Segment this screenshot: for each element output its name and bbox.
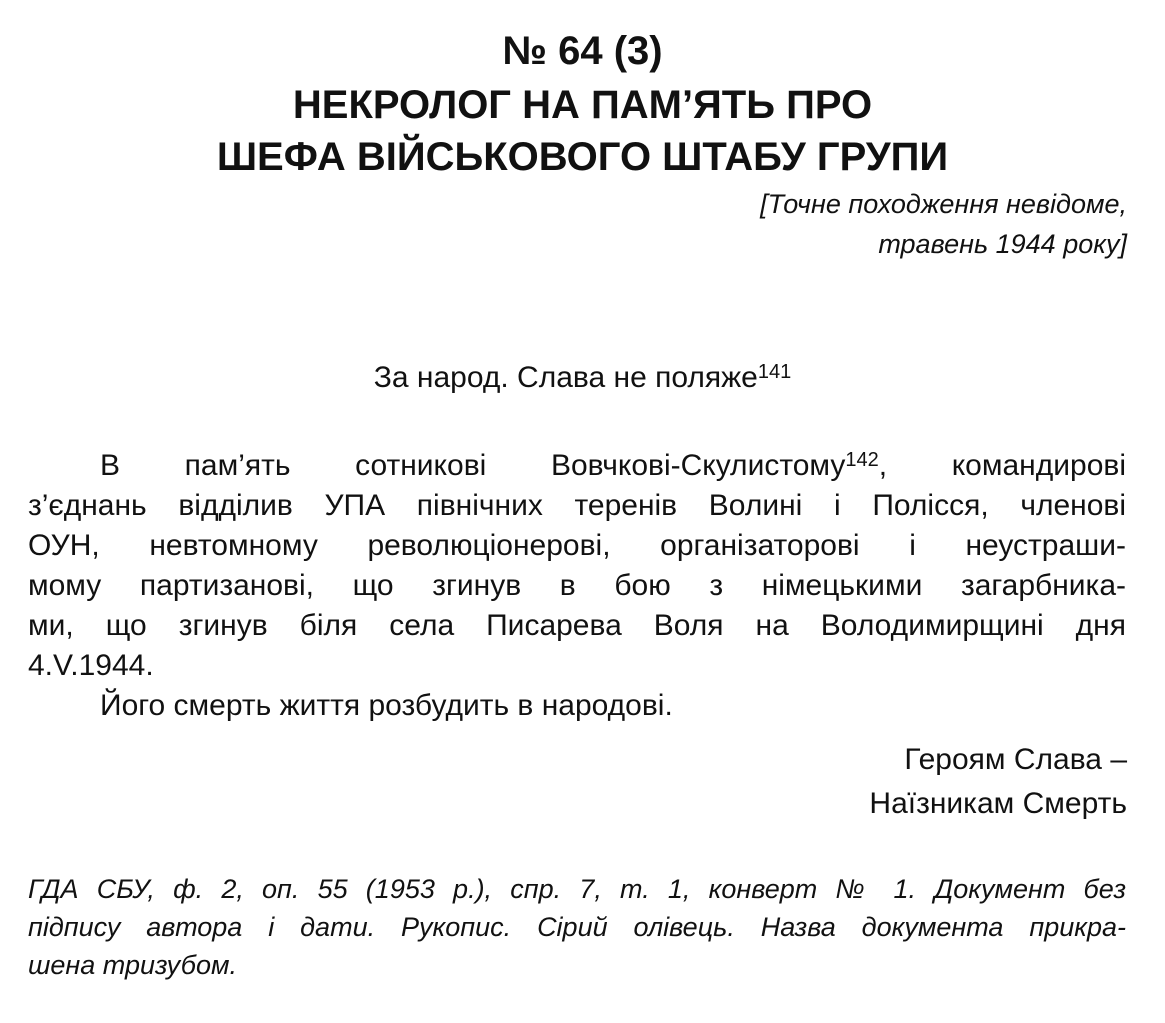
body-line-5: ми, що згинув біля села Писарева Воля на Володимирщині дня	[28, 609, 1126, 642]
signature-line-2: Наїзникам Смерть	[869, 787, 1127, 820]
body-line-3: ОУН, невтомному революціонерові, організаторові і неустраши-	[28, 529, 1126, 562]
archival-reference	[28, 870, 1126, 984]
signature-line-1: Героям Слава –	[904, 743, 1127, 776]
body-line-1	[28, 446, 1126, 486]
reference-line-1: ГДА СБУ, ф. 2, оп. 55 (1953 р.), спр. 7, т. 1, конверт № 1. Документ без	[28, 874, 1126, 904]
document-title-line-2: ШЕФА ВІЙСЬКОВОГО ШТАБУ ГРУПИ	[216, 135, 949, 179]
body-line-2: з’єднань відділив УПА північних теренів Волині і Полісся, членові	[28, 489, 1126, 522]
footnote-marker-142: 142	[845, 449, 879, 471]
reference-line-2: підпису автора і дати. Рукопис. Сірий олівець. Назва документа прикра-	[28, 912, 1126, 942]
motto-text: За народ. Слава не поляже	[373, 361, 758, 394]
body-line-4: мому партизанові, що згинув в бою з німецькими загарбника-	[28, 569, 1126, 602]
body-line-6: 4.V.1944.	[28, 649, 154, 682]
reference-line-3: шена тризубом.	[28, 950, 237, 980]
obituary-body	[28, 446, 1126, 726]
body-line-1-tail: , командирові	[878, 449, 1126, 482]
motto	[0, 356, 1165, 400]
document-title-line-1: НЕКРОЛОГ НА ПАМ’ЯТЬ ПРО	[292, 83, 873, 127]
provenance-line-2: травень 1944 року]	[878, 229, 1127, 259]
body-line-7: Його смерть життя розбудить в народові.	[100, 689, 673, 722]
body-line-1-text: В пам’ять сотникові Вовчкові-Скулистому	[100, 449, 846, 482]
footnote-marker-141: 141	[757, 361, 792, 383]
provenance-line-1: [Точне походження невідоме,	[760, 189, 1127, 219]
document-number: № 64 (3)	[502, 29, 663, 73]
